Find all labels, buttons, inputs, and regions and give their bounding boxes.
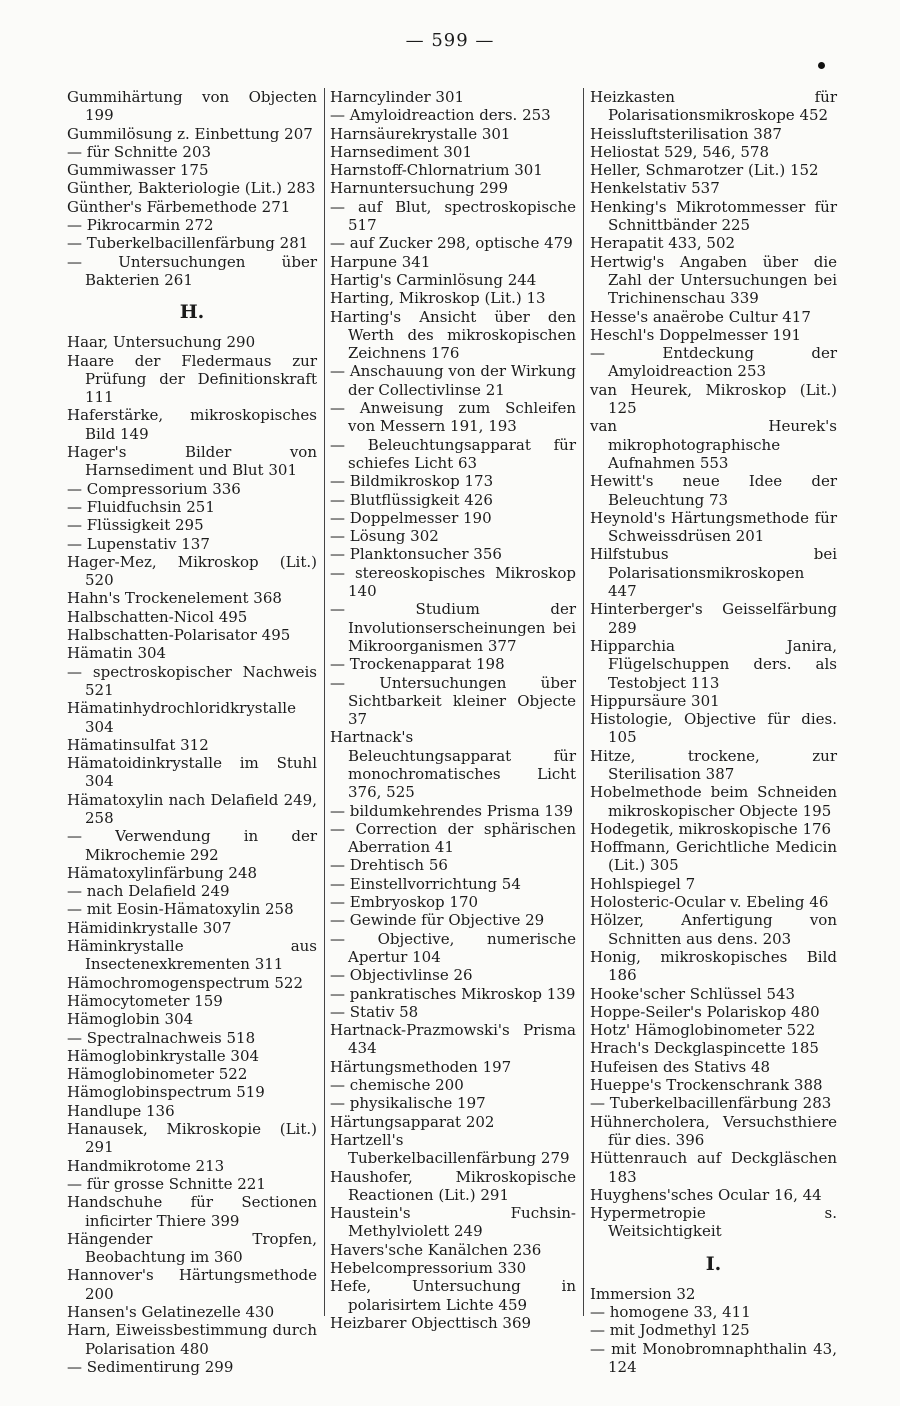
index-entry: — Untersuchungen über Sichtbarkeit kleiner Objecte 37 (330, 673, 576, 729)
index-entry: Harting, Mikroskop (Lit.) 13 (330, 289, 546, 308)
column-divider (324, 88, 325, 1316)
index-entry: Haustein's Fuchsin-Methylviolett 249 (330, 1204, 576, 1241)
index-entry: van Heurek, Mikroskop (Lit.) 125 (590, 380, 837, 418)
index-entry: — Embryoskop 170 (330, 893, 479, 912)
entry-group (590, 88, 837, 1241)
index-entry: Harnuntersuchung 299 (330, 179, 508, 198)
index-entry: Haushofer, Mikroskopische Reactionen (Lit.) 291 (330, 1167, 576, 1204)
index-entry: Hämoglobinkrystalle 304 (67, 1046, 260, 1065)
index-entry: — Bildmikroskop 173 (330, 472, 494, 491)
index-entry: — Sedimentirung 299 (67, 1357, 234, 1376)
index-entry: Holosteric-Ocular v. Ebeling 46 (590, 893, 829, 912)
index-entry: Harnsediment 301 (330, 142, 473, 161)
index-entry: — Gewinde für Objective 29 (330, 911, 545, 930)
index-entry: Hämatoidinkrystalle im Stuhl 304 (67, 754, 317, 791)
index-entry: — spectroskopischer Nachweis 521 (67, 662, 317, 699)
index-entry: — Fluidfuchsin 251 (67, 497, 215, 516)
index-entry: Halbschatten-Polarisator 495 (67, 626, 291, 645)
index-entry: — stereoskopisches Mikroskop 140 (330, 563, 576, 601)
index-entry: Hölzer, Anfertigung von Schnitten aus dens. 203 (590, 911, 837, 948)
index-entry: Hämatoxylin nach Delafield 249, 258 (67, 790, 317, 827)
index-entry: Hueppe's Trockenschrank 388 (590, 1076, 823, 1095)
index-entry: — Stativ 58 (330, 1002, 419, 1021)
index-entry: Hämidinkrystalle 307 (67, 918, 232, 937)
index-entry: Hinterberger's Geisselfärbung 289 (590, 600, 837, 637)
index-entry: Harncylinder 301 (330, 88, 465, 106)
index-entry: — pankratisches Mikroskop 139 (330, 984, 576, 1003)
index-entry: — Lösung 302 (330, 527, 439, 546)
index-entry: — mit Eosin-Hämatoxylin 258 (67, 900, 294, 919)
index-entry: Immersion 32 (590, 1284, 696, 1303)
index-entry: Gummilösung z. Einbettung 207 (67, 124, 313, 143)
index-entry: — Spectralnachweis 518 (67, 1028, 256, 1047)
index-entry: Hämatoxylinfärbung 248 (67, 863, 258, 882)
print-speck (818, 62, 825, 69)
section-heading-i: I. (705, 1252, 722, 1275)
index-entry: — bildumkehrendes Prisma 139 (330, 801, 574, 820)
index-entry: Hager-Mez, Mikroskop (Lit.) 520 (67, 552, 317, 590)
index-entry: — Compressorium 336 (67, 479, 241, 498)
index-entry: — Objectivlinse 26 (330, 966, 473, 985)
index-entry: — Einstellvorrichtung 54 (330, 874, 521, 893)
entry-group (67, 88, 317, 289)
index-entry: — homogene 33, 411 (590, 1303, 751, 1321)
index-entry: Hefe, Untersuchung in polarisirtem Lichte 459 (330, 1277, 576, 1314)
index-entry: Hannover's Härtungsmethode 200 (67, 1266, 317, 1303)
index-entry: Handlupe 136 (67, 1101, 175, 1120)
index-entry: Günther's Färbemethode 271 (67, 197, 291, 216)
index-entry: Hämoglobin 304 (67, 1010, 194, 1029)
index-entry: Henkelstativ 537 (590, 179, 720, 198)
index-entry: — Pikrocarmin 272 (67, 216, 214, 235)
index-entry: Harn, Eiweissbestimmung durch Polarisation 480 (67, 1321, 317, 1358)
index-entry: — für grosse Schnitte 221 (67, 1174, 266, 1193)
index-entry: Hippursäure 301 (590, 691, 720, 710)
index-entry: Harpune 341 (330, 252, 431, 271)
index-entry: — Verwendung in der Mikrochemie 292 (67, 827, 317, 864)
index-column-3 (590, 88, 837, 1376)
index-entry: Hüttenrauch auf Deckgläschen 183 (590, 1149, 837, 1186)
index-entry: Hahn's Trockenelement 368 (67, 589, 282, 608)
index-entry: van Heurek's mikrophotographische Aufnahmen 553 (590, 417, 837, 472)
index-entry: Herapatit 433, 502 (590, 234, 736, 253)
index-entry: — Tuberkelbacillenfärbung 283 (590, 1094, 832, 1113)
index-entry: Hertwig's Angaben über die Zahl der Untersuchungen bei Trichinenschau 339 (590, 252, 837, 308)
index-entry: Hämatin 304 (67, 644, 167, 663)
index-entry: Hufeisen des Stativs 48 (590, 1057, 771, 1076)
index-entry: Hartnack's Beleuchtungsapparat für monochromatisches Licht 376, 525 (330, 728, 576, 802)
index-entry: Heliostat 529, 546, 578 (590, 142, 770, 161)
index-entry: Hooke'scher Schlüssel 543 (590, 984, 796, 1003)
index-entry: Haar, Untersuchung 290 (67, 333, 256, 352)
index-entry: Heizbarer Objecttisch 369 (330, 1313, 532, 1332)
index-entry: Huyghens'sches Ocular 16, 44 (590, 1185, 822, 1204)
index-entry: Hebelcompressorium 330 (330, 1259, 527, 1277)
entry-group (590, 1285, 837, 1376)
index-entry: Hanausek, Mikroskopie (Lit.) 291 (67, 1120, 317, 1157)
index-entry: Hewitt's neue Idee der Beleuchtung 73 (590, 472, 837, 509)
index-entry: Hager's Bilder von Harnsediment und Blut 301 (67, 443, 317, 480)
index-entry: Haare der Fledermaus zur Prüfung der Definitionskraft 111 (67, 351, 317, 407)
index-entry: Hoppe-Seiler's Polariskop 480 (590, 1002, 820, 1021)
index-entry: — Trockenapparat 198 (330, 655, 505, 674)
index-entry: Honig, mikroskopisches Bild 186 (590, 947, 837, 985)
index-entry: — Entdeckung der Amyloidreaction 253 (590, 344, 837, 381)
index-entry: Hämoglobinometer 522 (67, 1065, 248, 1084)
index-entry: — Flüssigkeit 295 (67, 516, 204, 535)
index-entry: Hämatinhydrochloridkrystalle 304 (67, 699, 296, 736)
index-entry: — Drehtisch 56 (330, 856, 448, 875)
index-entry: Heschl's Doppelmesser 191 (590, 325, 801, 344)
page-number: — 599 — (405, 30, 495, 51)
index-entry: Gummihärtung von Objecten 199 (67, 88, 317, 125)
index-entry: Heissluftsterilisation 387 (590, 124, 782, 143)
index-entry: — Anschauung von der Wirkung der Collectivlinse 21 (330, 362, 576, 399)
entry-group (330, 88, 576, 1332)
index-entry: — für Schnitte 203 (67, 142, 212, 161)
index-entry: Heller, Schmarotzer (Lit.) 152 (590, 161, 819, 180)
index-entry: Hitze, trockene, zur Sterilisation 387 (590, 746, 837, 783)
index-entry: Hängender Tropfen, Beobachtung im 360 (67, 1229, 317, 1267)
index-entry: — Beleuchtungsapparat für schiefes Licht 63 (330, 435, 576, 472)
index-entry: Hartig's Carminlösung 244 (330, 270, 537, 289)
index-entry: — Lupenstativ 137 (67, 534, 210, 553)
index-entry: Hämocytometer 159 (67, 991, 223, 1010)
index-entry: Histologie, Objective für dies. 105 (590, 710, 837, 747)
index-entry: — auf Blut, spectroskopische 517 (330, 197, 576, 235)
index-entry: Hotz' Hämoglobinometer 522 (590, 1021, 816, 1040)
index-entry: Harnsäurekrystalle 301 (330, 124, 511, 143)
index-entry: Halbschatten-Nicol 495 (67, 607, 248, 626)
index-entry: Hämatinsulfat 312 (67, 735, 209, 754)
index-entry: Heizkasten für Polarisationsmikroskope 452 (590, 88, 837, 125)
index-entry: Günther, Bakteriologie (Lit.) 283 (67, 179, 316, 198)
index-entry: — mit Jodmethyl 125 (590, 1321, 750, 1340)
index-entry: Handmikrotome 213 (67, 1156, 225, 1175)
index-entry: Hipparchia Janira, Flügelschuppen ders. als Testobject 113 (590, 636, 837, 692)
index-entry: — Blutflüssigkeit 426 (330, 490, 493, 509)
index-entry: — Doppelmesser 190 (330, 508, 492, 527)
index-entry: Henking's Mikrotommesser für Schnittbänder 225 (590, 197, 837, 235)
index-entry: — Tuberkelbacillenfärbung 281 (67, 234, 309, 253)
index-entry: Hilfstubus bei Polarisationsmikroskopen 447 (590, 545, 837, 601)
index-entry: Harnstoff-Chlornatrium 301 (330, 161, 543, 180)
index-entry: — Correction der sphärischen Aberration 41 (330, 819, 576, 857)
column-divider (583, 88, 584, 1316)
index-entry: Hobelmethode beim Schneiden mikroskopischer Objecte 195 (590, 783, 837, 820)
index-entry: Heynold's Härtungsmethode für Schweissdrüsen 201 (590, 508, 837, 546)
index-entry: Hansen's Gelatinezelle 430 (67, 1303, 275, 1321)
index-entry: — chemische 200 (330, 1076, 464, 1095)
index-entry: Hodegetik, mikroskopische 176 (590, 819, 832, 838)
entry-group (67, 333, 317, 1376)
index-entry: — Studium der Involutionserscheinungen bei Mikroorganismen 377 (330, 600, 576, 655)
index-entry: Hartzell's Tuberkelbacillenfärbung 279 (330, 1130, 570, 1168)
index-entry: — Anweisung zum Schleifen von Messern 191, 193 (330, 399, 576, 436)
index-entry: — physikalische 197 (330, 1094, 486, 1113)
index-column-2 (330, 88, 576, 1332)
index-entry: Hämochromogenspectrum 522 (67, 973, 303, 992)
index-entry: — Planktonsucher 356 (330, 545, 502, 564)
index-entry: Häminkrystalle aus Insectenexkrementen 311 (67, 937, 317, 974)
index-entry: Handschuhe für Sectionen inficirter Thiere 399 (67, 1193, 317, 1230)
index-column-1 (67, 88, 317, 1376)
index-entry: Gummiwasser 175 (67, 161, 209, 180)
index-entry: — Untersuchungen über Bakterien 261 (67, 252, 317, 289)
index-entry: Hühnercholera, Versuchsthiere für dies. 396 (590, 1112, 837, 1149)
index-entry: Hypermetropie s. Weitsichtigkeit (590, 1204, 837, 1241)
index-entry: Härtungsmethoden 197 (330, 1057, 512, 1076)
index-entry: Härtungsapparat 202 (330, 1112, 495, 1131)
index-entry: — Amyloidreaction ders. 253 (330, 106, 551, 125)
index-entry: Hartnack-Prazmowski's Prisma 434 (330, 1021, 576, 1058)
index-entry: — nach Delafield 249 (67, 882, 230, 901)
index-entry: Hohlspiegel 7 (590, 874, 696, 893)
index-entry: Harting's Ansicht über den Werth des mikroskopischen Zeichnens 176 (330, 307, 576, 363)
index-entry: — Objective, numerische Apertur 104 (330, 929, 576, 966)
index-entry: Hämoglobinspectrum 519 (67, 1083, 265, 1102)
index-entry: — auf Zucker 298, optische 479 (330, 234, 573, 253)
index-entry: Havers'sche Kanälchen 236 (330, 1240, 542, 1259)
index-entry: — mit Monobromnaphthalin 43, 124 (590, 1339, 837, 1376)
index-entry: Haferstärke, mikroskopisches Bild 149 (67, 406, 317, 443)
index-entry: Hrach's Deckglaspincette 185 (590, 1039, 819, 1058)
index-entry: Hesse's anaërobe Cultur 417 (590, 307, 811, 326)
section-heading-h: H. (179, 301, 205, 324)
index-entry: Hoffmann, Gerichtliche Medicin (Lit.) 305 (590, 838, 837, 875)
